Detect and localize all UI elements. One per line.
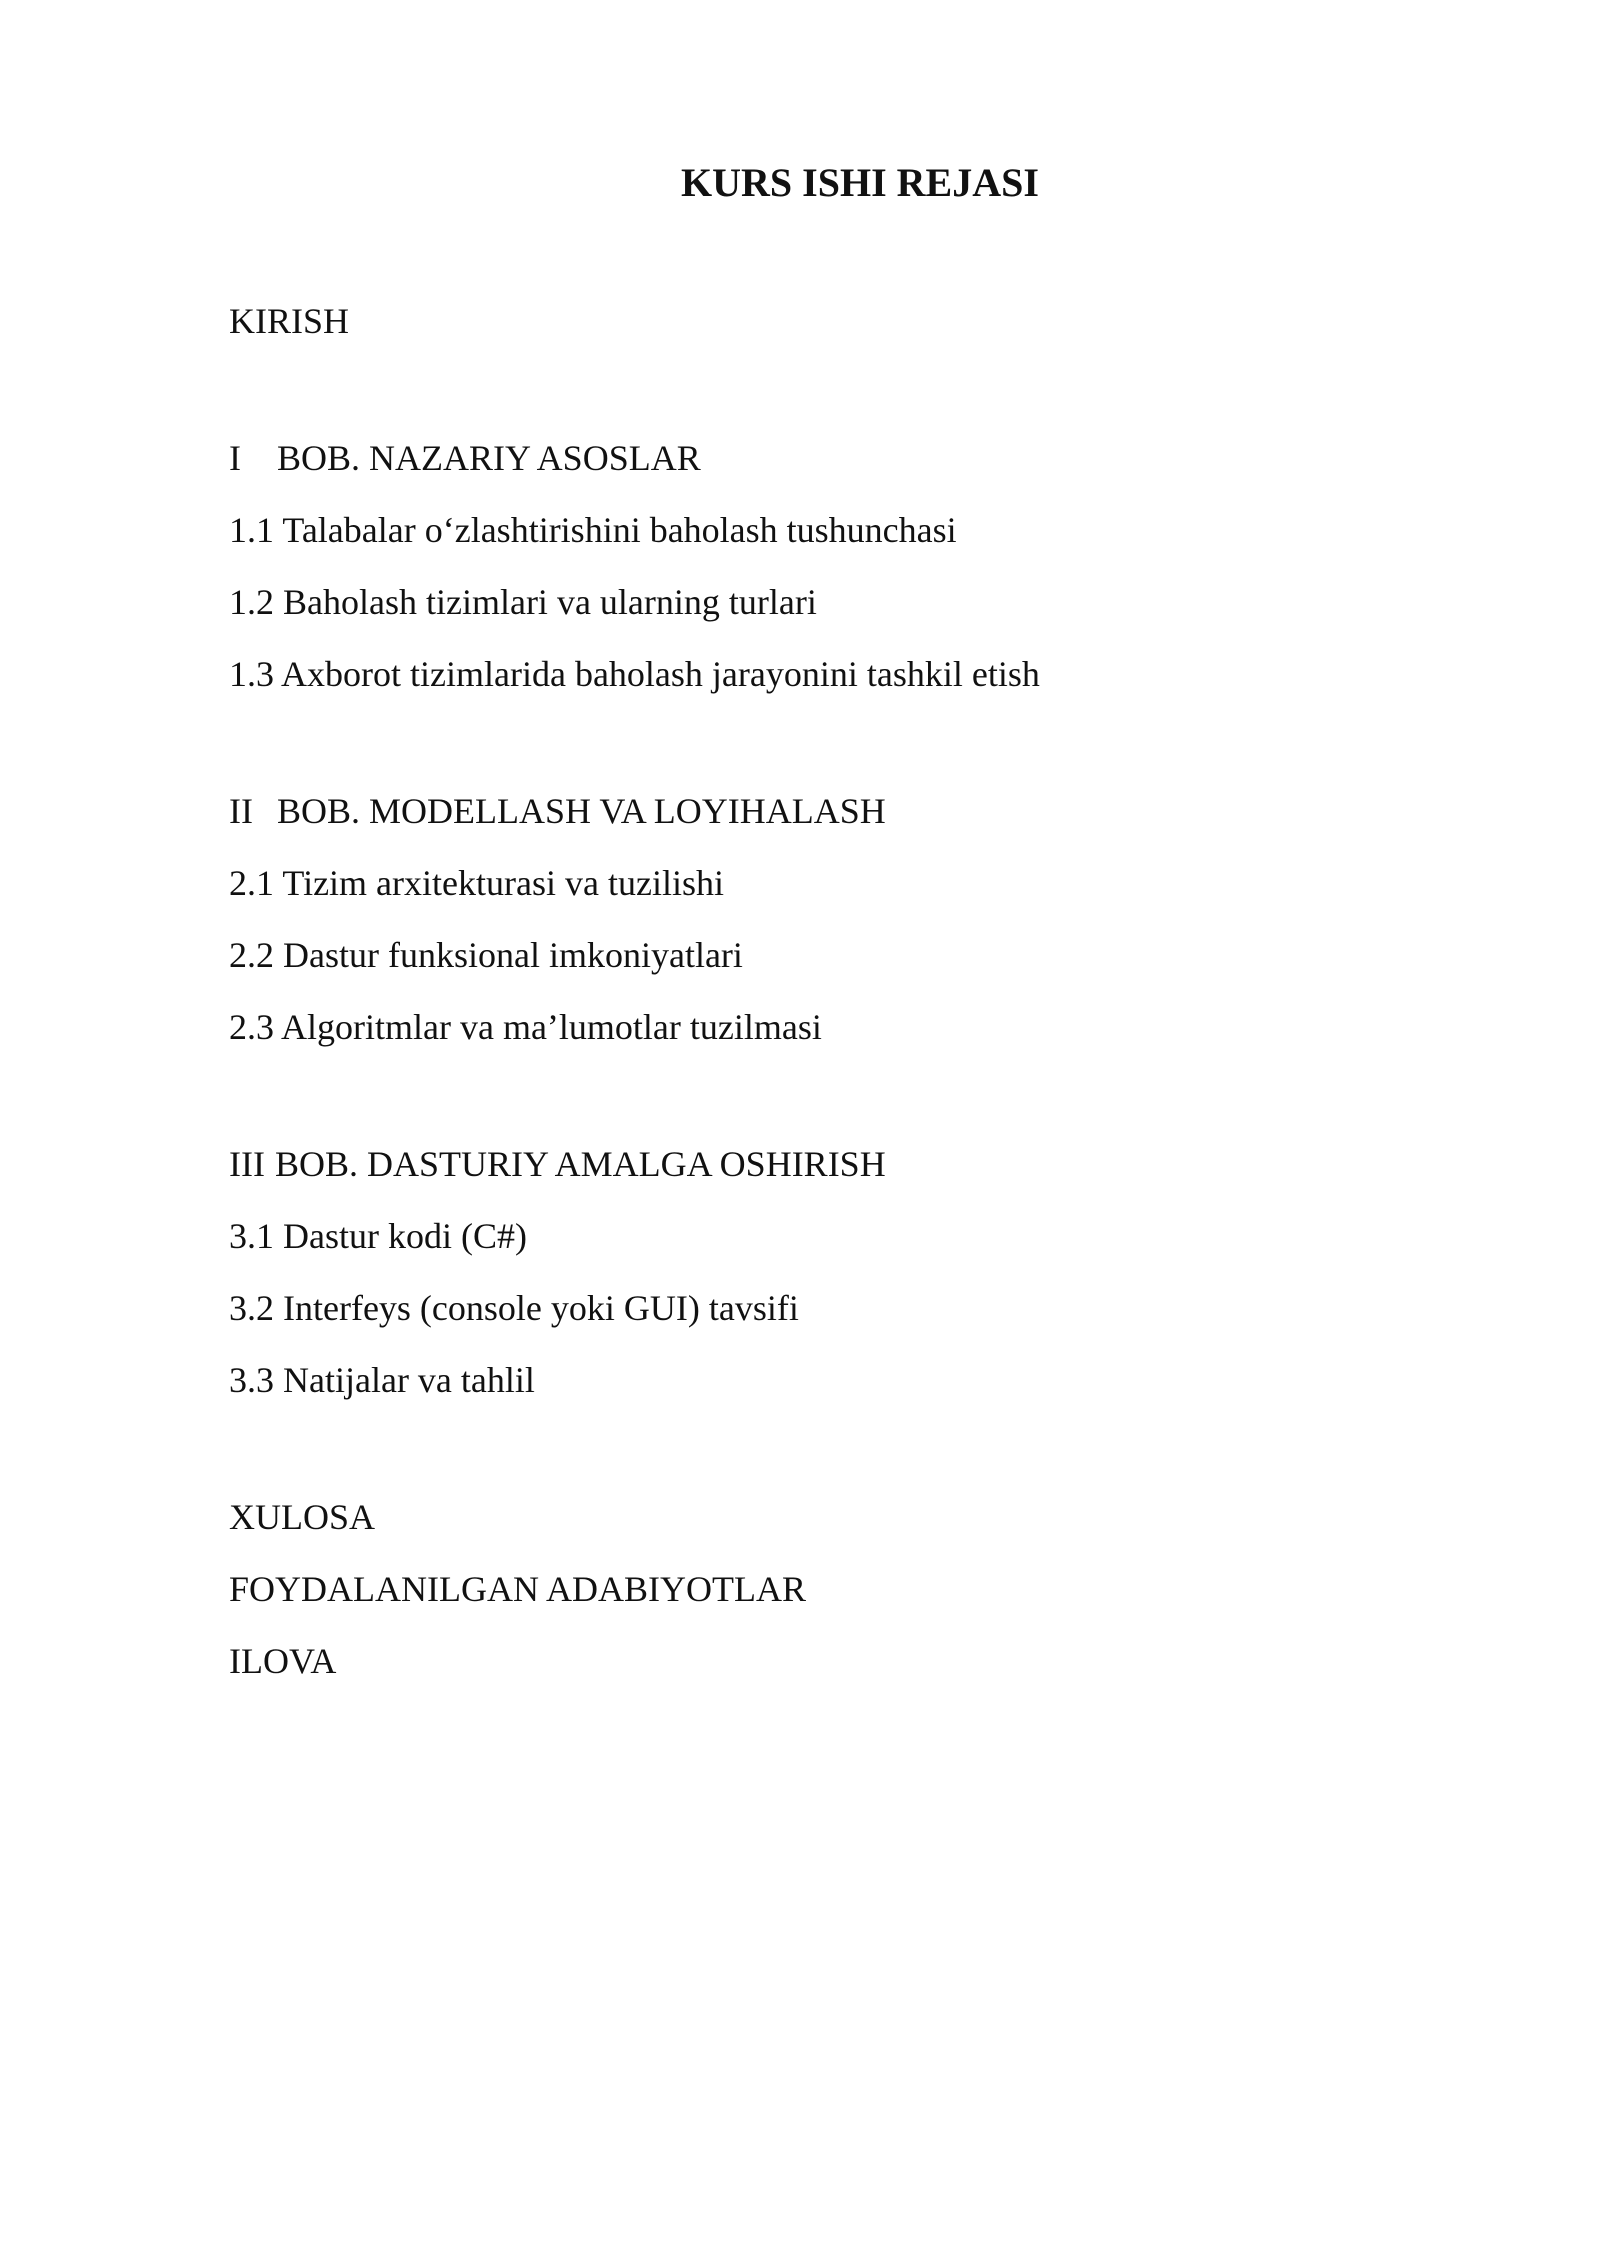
toc-chapter-3 [229, 1142, 886, 1186]
toc-section-1-1: 1.1 Talabalar o‘zlashtirishini baholash tushunchasi [229, 510, 957, 550]
toc-section-2-1: 2.1 Tizim arxitekturasi va tuzilishi [229, 863, 724, 903]
toc-section-3-1: 3.1 Dastur kodi (C#) [229, 1216, 527, 1256]
document-title: KURS ISHI REJASI [681, 160, 1039, 205]
toc-section-1-2: 1.2 Baholash tizimlari va ularning turlari [229, 582, 817, 622]
toc-section-2-3: 2.3 Algoritmlar va ma’lumotlar tuzilmasi [229, 1007, 822, 1047]
toc-section-3-3: 3.3 Natijalar va tahlil [229, 1360, 535, 1400]
chapter-number: I [229, 438, 241, 478]
toc-references: FOYDALANILGAN ADABIYOTLAR [229, 1569, 806, 1609]
chapter-title: BOB. NAZARIY ASOSLAR [277, 438, 701, 478]
toc-chapter-1 [229, 436, 701, 480]
chapter-number: II [229, 791, 253, 831]
chapter-title: BOB. DASTURIY AMALGA OSHIRISH [274, 1144, 886, 1184]
toc-appendix: ILOVA [229, 1641, 337, 1681]
toc-conclusion: XULOSA [229, 1497, 376, 1537]
toc-section-1-3: 1.3 Axborot tizimlarida baholash jarayonini tashkil etish [229, 654, 1040, 694]
toc-intro: KIRISH [229, 301, 350, 341]
toc-chapter-2 [229, 789, 886, 833]
chapter-title: BOB. MODELLASH VA LOYIHALASH [277, 791, 886, 831]
toc-section-3-2: 3.2 Interfeys (console yoki GUI) tavsifi [229, 1288, 799, 1328]
chapter-number: III [229, 1144, 265, 1184]
toc-section-2-2: 2.2 Dastur funksional imkoniyatlari [229, 935, 743, 975]
